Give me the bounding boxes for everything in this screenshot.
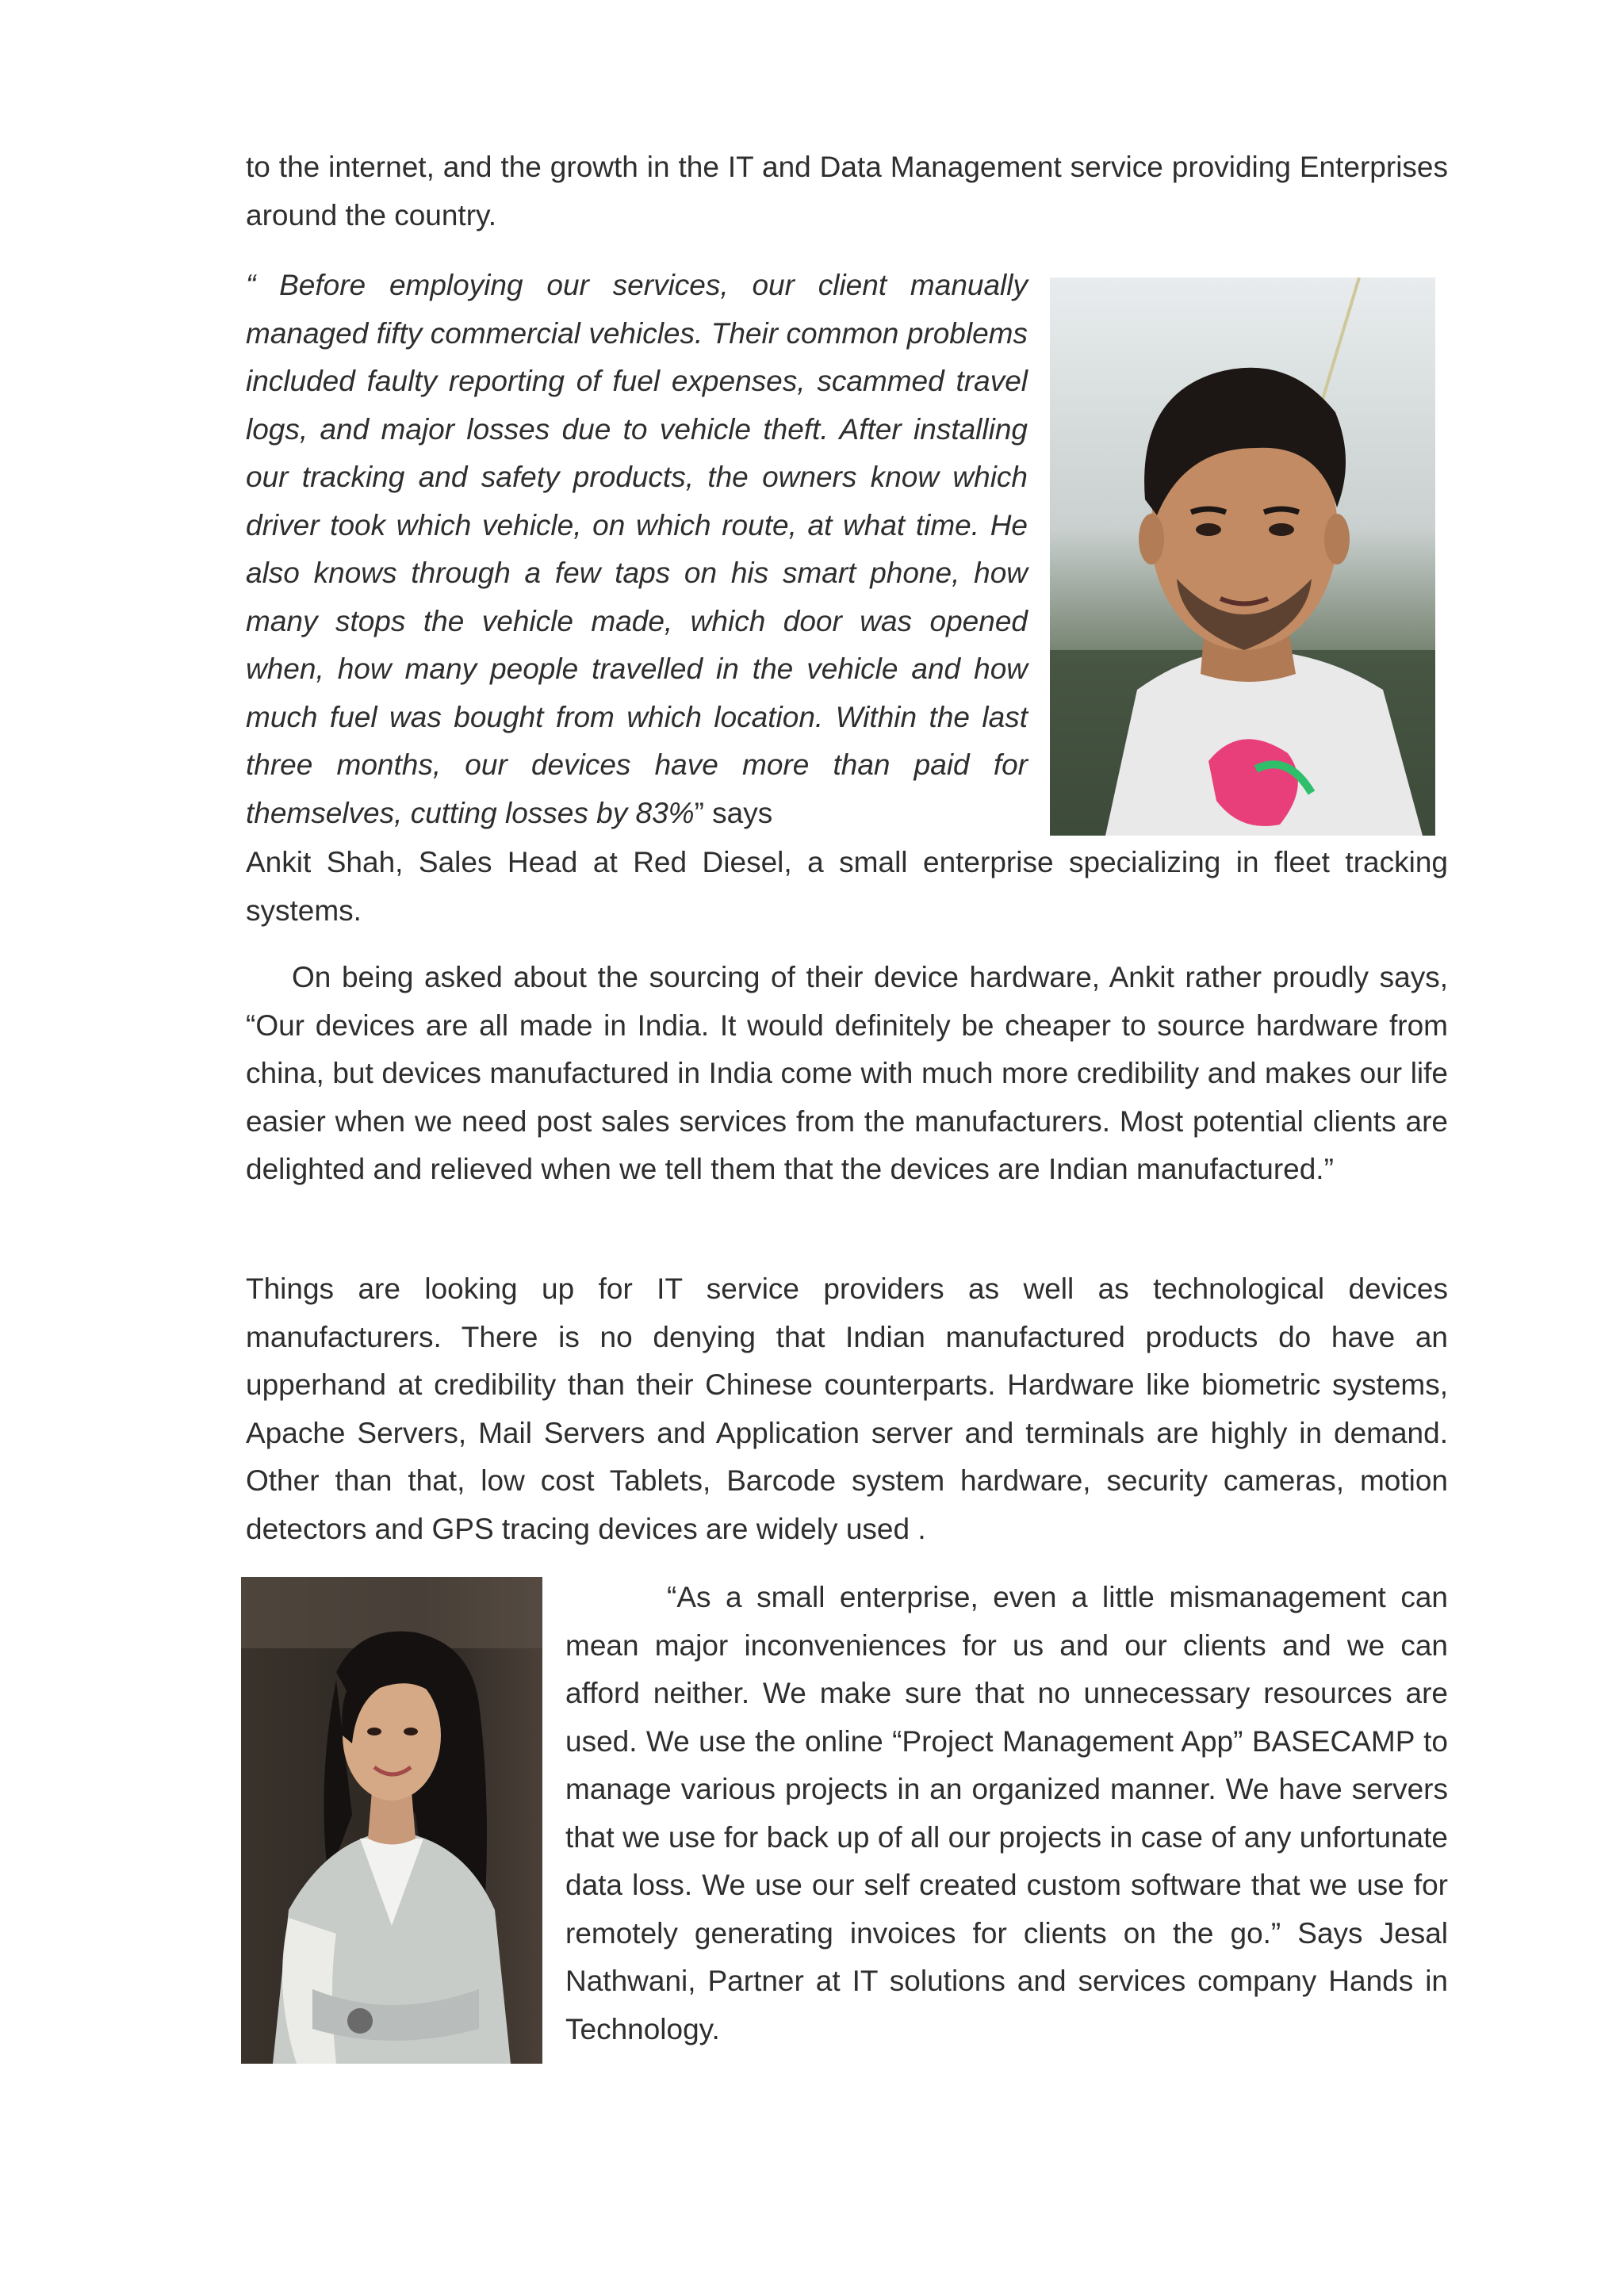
jesal-photo-illustration — [241, 1577, 542, 2064]
jesal-quote-text: “As a small enterprise, even a little mismanagement can mean major inconveniences for us and our clients and we can afford neither. We make sure that no unnecessary resources are used. We use the online “Project Management App” BASECAMP to manage various projects in an organized manner. We have servers that we use for back up of all our projects in case of any unfortunate data loss. We use our self created custom software that we use for remotely generating invoices for clients on the go.” Says Jesal Nathwani, Partner at IT solutions and services company Hands in Technology. — [565, 1581, 1448, 2045]
ankit-quote — [246, 262, 1028, 837]
jesal-nathwani-photo — [241, 1577, 542, 2064]
market-paragraph: Things are looking up for IT service providers as well as technological devices manufacturers. There is no denying that Indian manufactured products do have an upperhand at credibility than their Chinese counterparts. Hardware like biometric systems, Apache Servers, Mail Servers and Application server and terminals are highly in demand. Other than that, low cost Tablets, Barcode system hardware, security cameras, motion detectors and GPS tracing devices are widely used . — [246, 1272, 1448, 1545]
ankit-shah-photo — [1050, 277, 1435, 836]
intro-paragraph: to the internet, and the growth in the IT and Data Management service providing Enterprises around the country. — [246, 151, 1448, 232]
ankit-quote-says: ” says — [694, 796, 773, 829]
jesal-quote — [565, 1574, 1448, 2053]
ankit-attribution: Ankit Shah, Sales Head at Red Diesel, a small enterprise specializing in fleet tracking systems. — [246, 846, 1448, 927]
sourcing-paragraph: On being asked about the sourcing of their device hardware, Ankit rather proudly says, “Our devices are all made in India. It would definitely be cheaper to source hardware from china, but devices manufactured in India come with much more credibility and makes our life easier when we need post sales services from the manufacturers. Most potential clients are delighted and relieved when we tell them that the devices are Indian manufactured.” — [246, 961, 1448, 1185]
ankit-photo-illustration — [1050, 277, 1435, 836]
ankit-quote-italic: “ Before employing our services, our client manually managed fifty commercial vehicles. Their common problems included faulty reporting of fuel expenses, scammed travel logs, and major losses due to vehicle theft. After installing our tracking and safety products, the owners know which driver took which vehicle, on which route, at what time. He also knows through a few taps on his smart phone, how many stops the vehicle made, which door was opened when, how many people travelled in the vehicle and how much fuel was bought from which location. Within the last three months, our devices have more than paid for themselves, cutting losses by 83% — [246, 269, 1028, 829]
